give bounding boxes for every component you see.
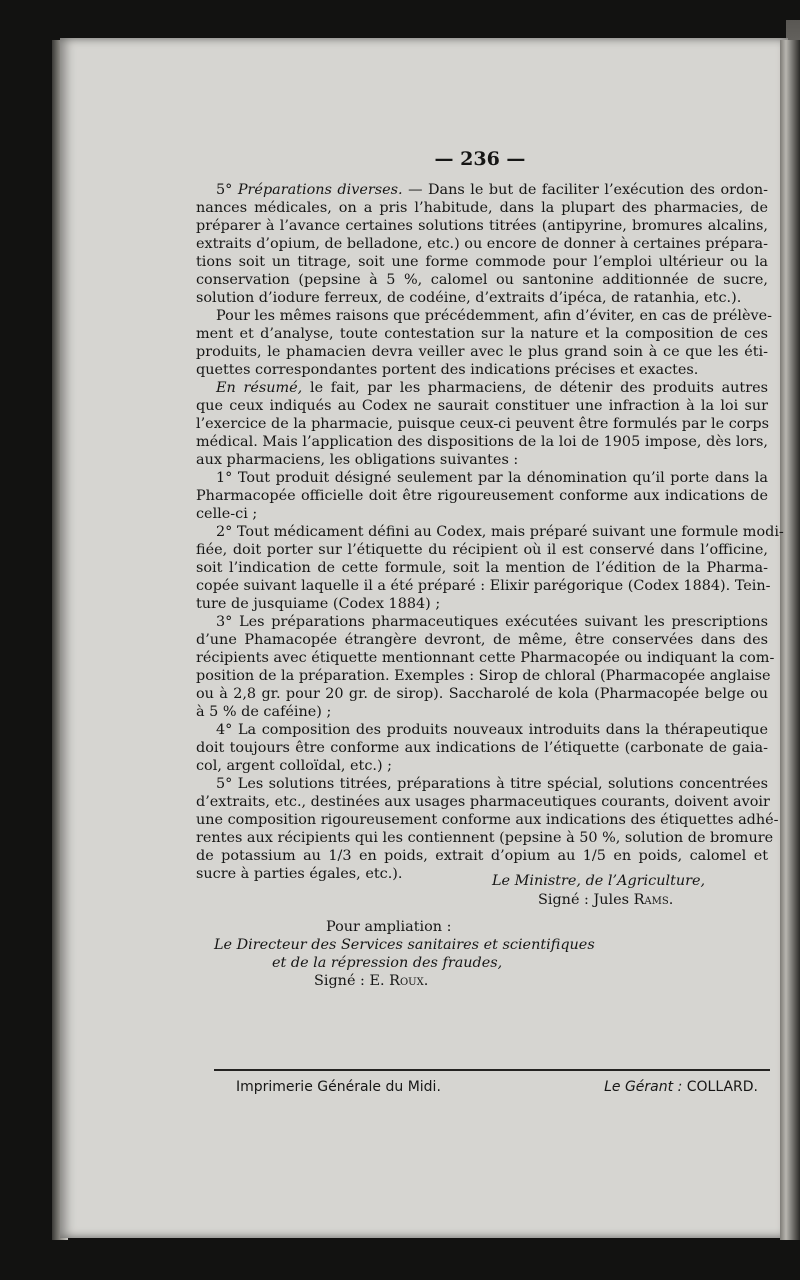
signed-label: Signé : E.	[314, 973, 390, 989]
text-span: le fait, par les pharmaciens, de détenir des produits autres	[302, 380, 768, 396]
signed-name: Rams.	[633, 892, 674, 908]
text-line: copée suivant laquelle il a été préparé : Elixir parégorique (Codex 1884). Tein-	[196, 578, 771, 594]
text-line: col, argent colloïdal, etc.) ;	[196, 758, 392, 774]
text-line: sucre à parties égales, etc.).	[196, 866, 403, 882]
manager-label: Le Gérant :	[604, 1079, 687, 1095]
text-line: position de la préparation. Exemples : Sirop de chloral (Pharmacopée anglaise	[196, 668, 771, 684]
text-line	[216, 379, 768, 397]
text-span: — Dans le but de faciliter l’exécution des ordon-	[402, 182, 768, 198]
text-line: celle-ci ;	[196, 506, 258, 522]
director-line-1: Le Directeur des Services sanitaires et scientifiques	[214, 937, 595, 953]
director-line-2: et de la répression des fraudes,	[272, 955, 503, 971]
text-line: que ceux indiqués au Codex ne saurait constituer une infraction à la loi sur	[196, 398, 768, 414]
item-number: 5°	[216, 182, 238, 198]
text-line: 5° Les solutions titrées, préparations à titre spécial, solutions concentrées	[216, 776, 768, 792]
text-line: fiée, doit porter sur l’étiquette du récipient où il est conservé dans l’officine,	[196, 542, 768, 558]
ampliation-label: Pour ampliation :	[326, 919, 452, 935]
text-line: rentes aux récipients qui les contiennent (pepsine à 50 %, solution de bromure	[196, 830, 774, 846]
text-line: ou à 2,8 gr. pour 20 gr. de sirop). Saccharolé de kola (Pharmacopée belge ou	[196, 686, 768, 702]
summary-lead: En résumé,	[216, 380, 303, 396]
director-signature	[314, 971, 428, 991]
text-line: l’exercice de la pharmacie, puisque ceux-ci peuvent être formulés par le corps	[196, 416, 769, 432]
signed-name: Roux.	[389, 973, 429, 989]
text-line: extraits d’opium, de belladone, etc.) ou encore de donner à certaines prépara-	[196, 236, 768, 252]
minister-signature	[538, 890, 673, 910]
page-number: — 236 —	[434, 148, 526, 170]
text-line: ment et d’analyse, toute contestation sur la nature et la composition de ces	[196, 326, 768, 342]
text-line: une composition rigoureusement conforme aux indications des étiquettes adhé-	[196, 812, 779, 828]
text-line: 2° Tout médicament défini au Codex, mais préparé suivant une formule modi-	[216, 524, 784, 540]
text-line: préparer à l’avance certaines solutions titrées (antipyrine, bromures alcalins,	[196, 218, 768, 234]
text-line: 4° La composition des produits nouveaux introduits dans la thérapeutique	[216, 722, 768, 738]
text-line: récipients avec étiquette mentionnant cette Pharmacopée ou indiquant la com-	[196, 650, 775, 666]
text-line: quettes correspondantes portent des indications précises et exactes.	[196, 362, 699, 378]
printer-credit: Imprimerie Générale du Midi.	[236, 1079, 441, 1095]
text-line: de potassium au 1/3 en poids, extrait d’opium au 1/5 en poids, calomel et	[196, 848, 768, 864]
text-line: d’extraits, etc., destinées aux usages pharmaceutiques courants, doivent avoir	[196, 794, 770, 810]
text-line: à 5 % de caféine) ;	[196, 704, 332, 720]
text-line: doit toujours être conforme aux indications de l’étiquette (carbonate de gaia-	[196, 740, 768, 756]
text-line: Pour les mêmes raisons que précédemment, afin d’éviter, en cas de prélève-	[216, 308, 772, 324]
footer-rule	[214, 1069, 770, 1071]
manager-credit	[604, 1079, 758, 1095]
text-line: soit l’indication de cette formule, soit la mention de l’édition de la Pharma-	[196, 560, 768, 576]
text-line: aux pharmaciens, les obligations suivantes :	[196, 452, 519, 468]
text-line: 3° Les préparations pharmaceutiques exécutées suivant les prescriptions	[216, 614, 768, 630]
text-line: tions soit un titrage, soit une forme commode pour l’emploi ultérieur ou la	[196, 254, 768, 270]
text-line	[216, 181, 768, 199]
text-line: nances médicales, on a pris l’habitude, dans la plupart des pharmacies, de	[196, 200, 768, 216]
text-line: Pharmacopée officielle doit être rigoureusement conforme aux indications de	[196, 488, 768, 504]
section-heading: Préparations diverses.	[237, 182, 403, 198]
text-line: d’une Phamacopée étrangère devront, de même, être conservées dans des	[196, 632, 768, 648]
manager-name: COLLARD.	[686, 1079, 758, 1095]
text-line: médical. Mais l’application des dispositions de la loi de 1905 impose, dès lors,	[196, 434, 768, 450]
text-line: 1° Tout produit désigné seulement par la dénomination qu’il porte dans la	[216, 470, 768, 486]
text-line: conservation (pepsine à 5 %, calomel ou santonine additionnée de sucre,	[196, 272, 768, 288]
text-line: solution d’iodure ferreux, de codéine, d’extraits d’ipéca, de ratanhia, etc.).	[196, 290, 742, 306]
signed-label: Signé : Jules	[538, 892, 634, 908]
text-line: ture de jusquiame (Codex 1884) ;	[196, 596, 441, 612]
minister-title: Le Ministre, de l’Agriculture,	[492, 873, 706, 889]
text-line: produits, le phamacien devra veiller avec le plus grand soin à ce que les éti-	[196, 344, 768, 360]
